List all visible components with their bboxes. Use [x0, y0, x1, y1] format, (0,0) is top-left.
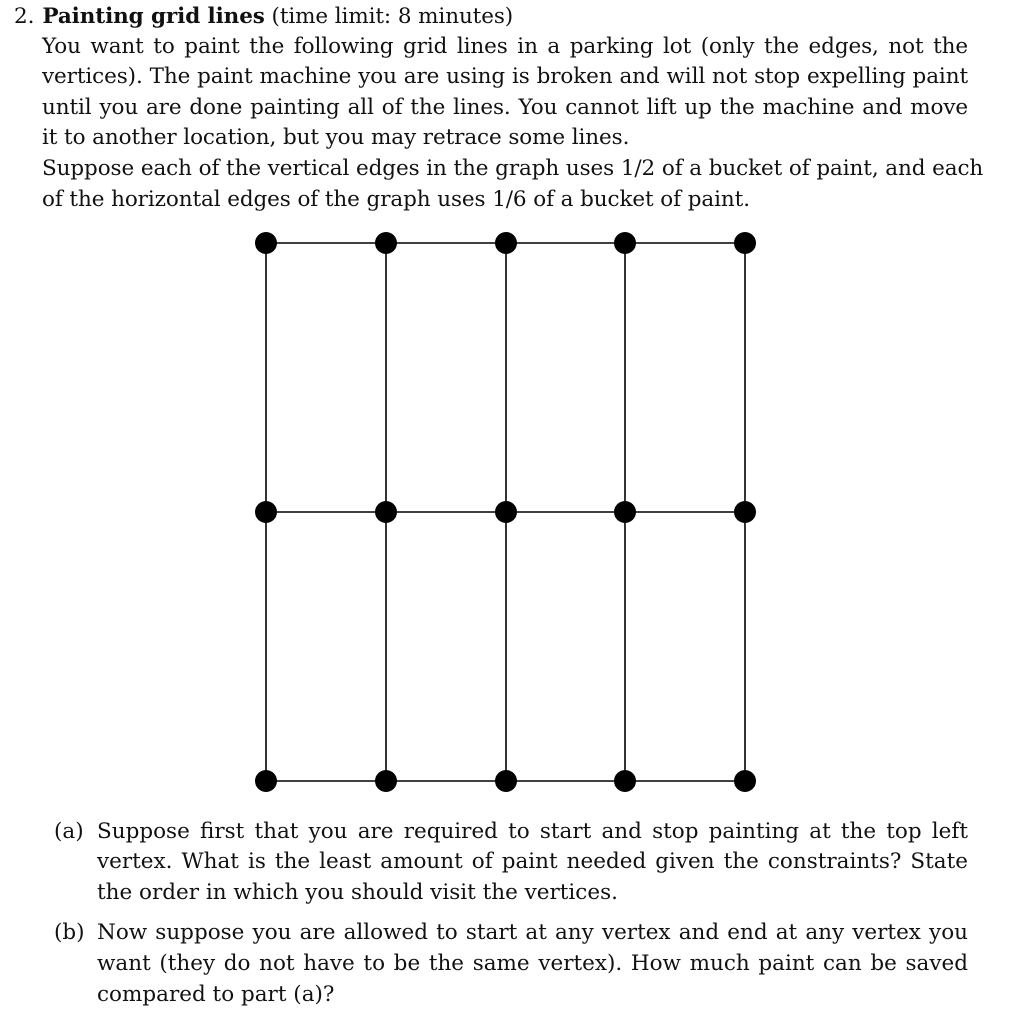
grid-vertex	[614, 501, 636, 523]
grid-vertex	[255, 232, 277, 254]
paragraph1-line: until you are done painting all of the lines. You cannot lift up the machine and move	[42, 95, 968, 120]
grid-vertex	[614, 770, 636, 792]
grid-vertex	[375, 770, 397, 792]
grid-vertex	[255, 770, 277, 792]
part-b-line: compared to part (a)?	[97, 982, 335, 1007]
part-a-line: the order in which you should visit the vertices.	[97, 880, 618, 905]
part-a-line: vertex. What is the least amount of paint needed given the constraints? State	[97, 849, 968, 874]
grid-vertex	[375, 232, 397, 254]
part-b-label: (b)	[54, 920, 85, 945]
grid-vertex	[495, 232, 517, 254]
part-a-label: (a)	[54, 819, 84, 844]
part-b-line: want (they do not have to be the same vertex). How much paint can be saved	[97, 951, 968, 976]
grid-vertex	[734, 232, 756, 254]
paragraph1-line: You want to paint the following grid lines in a parking lot (only the edges, not the	[42, 34, 968, 59]
part-b-line: Now suppose you are allowed to start at any vertex and end at any vertex you	[97, 920, 968, 945]
problem-number: 2.	[14, 4, 35, 29]
paragraph1-line: it to another location, but you may retrace some lines.	[42, 125, 630, 150]
part-a-line: Suppose first that you are required to start and stop painting at the top left	[97, 819, 968, 844]
grid-vertex	[375, 501, 397, 523]
grid-vertex	[614, 232, 636, 254]
grid-vertex	[495, 770, 517, 792]
grid-vertex	[255, 501, 277, 523]
paragraph2-line: Suppose each of the vertical edges in the graph uses 1/2 of a bucket of paint, and each	[42, 156, 984, 181]
grid-vertex	[734, 770, 756, 792]
paragraph2-line: of the horizontal edges of the graph uses 1/6 of a bucket of paint.	[42, 187, 750, 212]
problem-title: Painting grid lines	[42, 4, 265, 29]
grid-vertex	[734, 501, 756, 523]
time-limit: (time limit: 8 minutes)	[271, 4, 514, 29]
grid-vertex	[495, 501, 517, 523]
paragraph1-line: vertices). The paint machine you are using is broken and will not stop expelling paint	[42, 64, 968, 89]
